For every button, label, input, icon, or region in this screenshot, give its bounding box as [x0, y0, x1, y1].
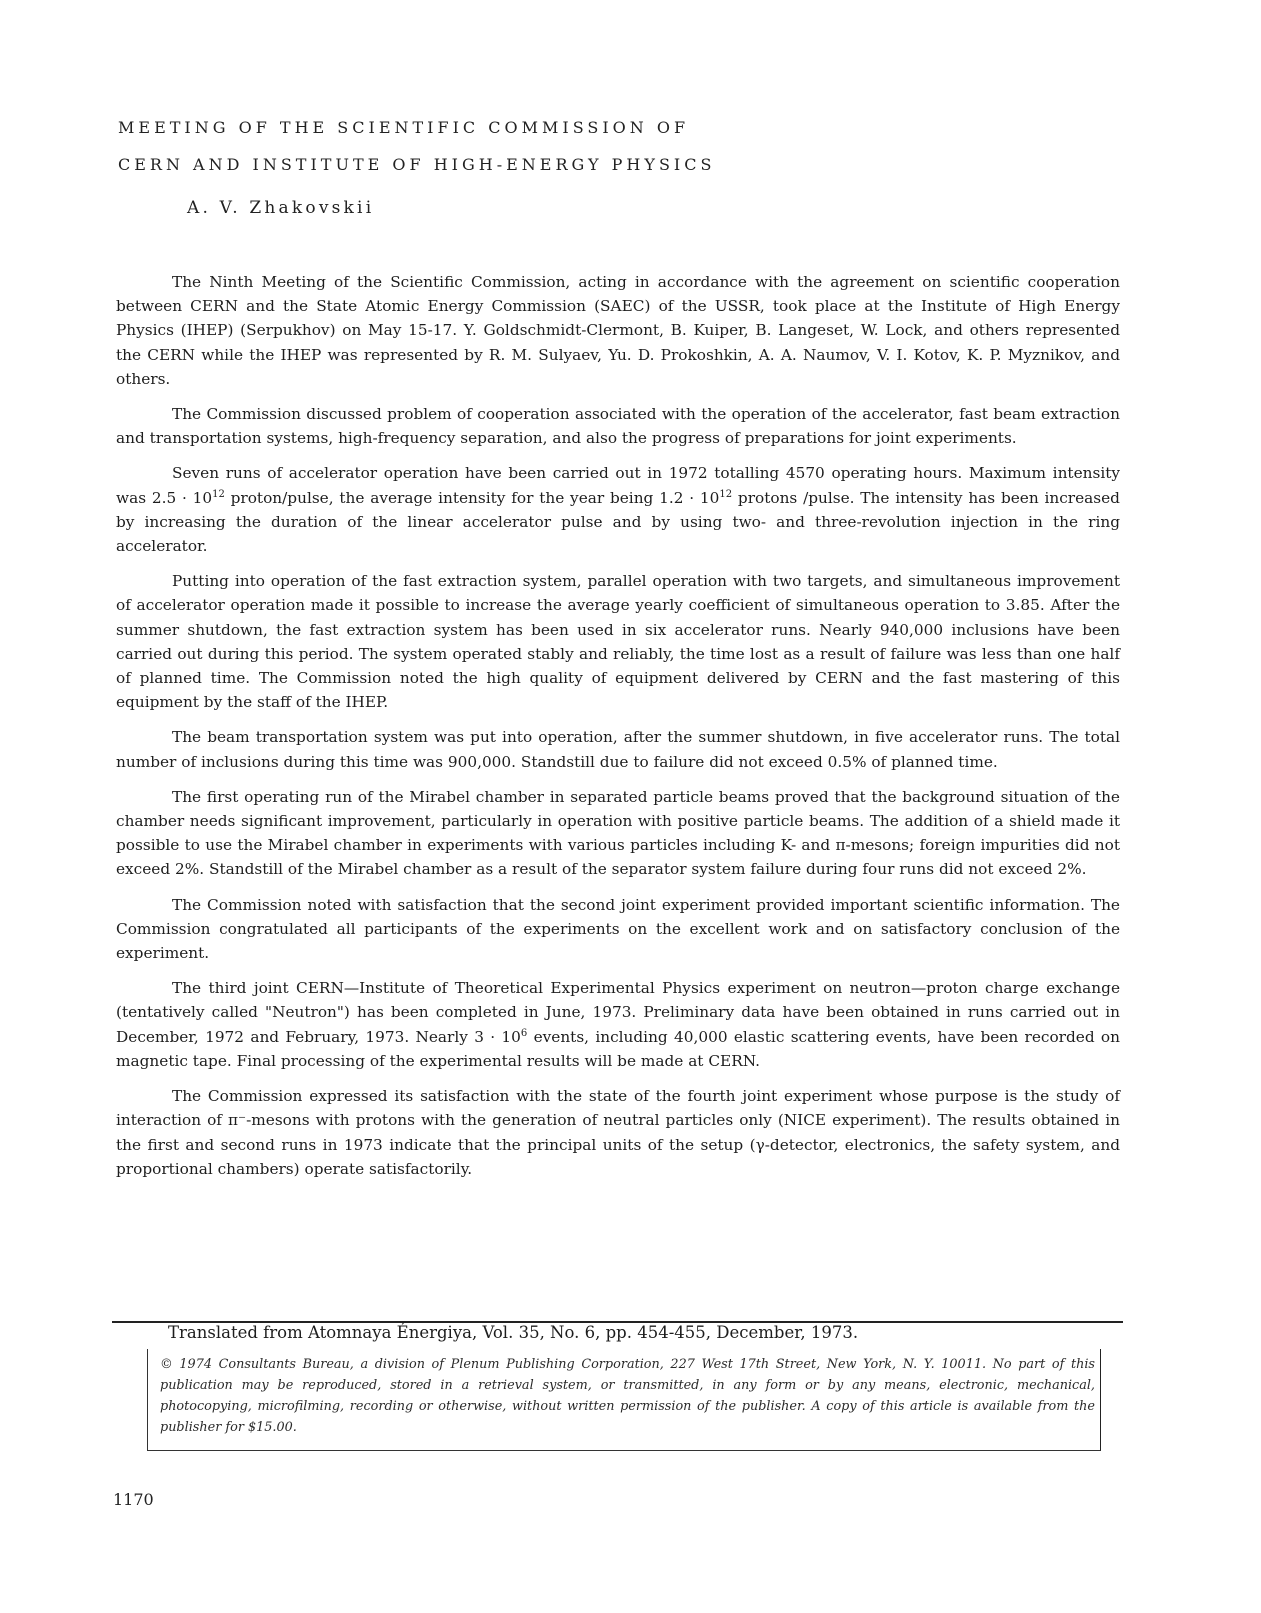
- paragraph-second-experiment: The Commission noted with satisfaction that the second joint experiment provided important scientific information. The Commission congratulated all participants of the experiments on the excellent work and on satisfactory conclusion of the experiment.: [116, 895, 1120, 963]
- article-title-line-2: CERN AND INSTITUTE OF HIGH-ENERGY PHYSICS: [118, 155, 716, 174]
- paragraph-text: events, including 40,000 elastic scattering events, have been recorded on magnetic tape. Final processing of the experimental results will be made at CERN.: [116, 1027, 1120, 1070]
- paragraph-text: Seven runs of accelerator operation have been carried out in 1972 totalling 4570 operating hours. Maximum intensity was 2.5 · 10: [116, 464, 1120, 507]
- page-number: 1170: [113, 1490, 154, 1509]
- translation-source-note: Translated from Atomnaya Énergiya, Vol. 35, No. 6, pp. 454-455, December, 1973.: [168, 1323, 859, 1342]
- superscript-exponent: 12: [212, 488, 225, 500]
- paragraph-accelerator-runs: [116, 461, 1120, 558]
- paragraph-nice-experiment: The Commission expressed its satisfaction with the state of the fourth joint experiment whose purpose is the study of interaction of π⁻-mesons with protons with the generation of neutral particles only (NICE experiment). The results obtained in the first and second runs in 1973 indicate that the principal units of the setup (γ-detector, electronics, the safety system, and proportional chambers) operate satisfactorily.: [116, 1087, 1120, 1178]
- paragraph-mirabel-chamber: The first operating run of the Mirabel chamber in separated particle beams proved that the background situation of the chamber needs significant improvement, particularly in operation with positive particle beams. The addition of a shield made it possible to use the Mirabel chamber in experiments with various particles including K- and π-mesons; foreign impurities did not exceed 2%. Standstill of the Mirabel chamber as a result of the separator system failure during four runs did not exceed 2%.: [116, 787, 1120, 879]
- paragraph-beam-transportation: The beam transportation system was put into operation, after the summer shutdown, in five accelerator runs. The total number of inclusions during this time was 900,000. Standstill due to failure did not exceed 0.5% of planned time.: [116, 728, 1120, 771]
- superscript-exponent: 6: [520, 1027, 528, 1039]
- paragraph-neutron-experiment: [116, 976, 1120, 1073]
- copyright-notice: © 1974 Consultants Bureau, a division of Plenum Publishing Corporation, 227 West 17th Street, New York, N. Y. 10011. No part of this publication may be reproduced, stored in a retrieval system, or transmitted, in any form or by any means, electronic, mechanical, photocopying, microfilming, recording or otherwise, without written permission of the publisher. A copy of this article is available from the publisher for $15.00.: [160, 1357, 1095, 1435]
- paragraph-text: proton/pulse, the average intensity for the year being 1.2 · 10: [224, 488, 720, 507]
- superscript-exponent: 12: [719, 488, 733, 500]
- article-body: [116, 270, 1120, 1192]
- paragraph-cooperation-problems: The Commission discussed problem of cooperation associated with the operation of the accelerator, fast beam extraction and transportation systems, high-frequency separation, and also the progress of preparations for joint experiments.: [116, 405, 1120, 448]
- article-author: A. V. Zhakovskii: [187, 198, 375, 218]
- paragraph-fast-extraction: Putting into operation of the fast extraction system, parallel operation with two targets, and simultaneous improvement of accelerator operation made it possible to increase the average yearly coefficient of simultaneous operation to 3.85. After the summer shutdown, the fast extraction system has been used in six accelerator runs. Nearly 940,000 inclusions have been carried out during this period. The system operated stably and reliably, the time lost as a result of failure was less than one half of planned time. The Commission noted the high quality of equipment delivered by CERN and the fast mastering of this equipment by the staff of the IHEP.: [116, 572, 1120, 712]
- article-title-line-1: MEETING OF THE SCIENTIFIC COMMISSION OF: [118, 118, 690, 137]
- paragraph-ninth-meeting: The Ninth Meeting of the Scientific Commission, acting in accordance with the agreement on scientific cooperation between CERN and the State Atomic Energy Commission (SAEC) of the USSR, took place at the Institute of High Energy Physics (IHEP) (Serpukhov) on May 15-17. Y. Goldschmidt-Clermont, B. Kuiper, B. Langeset, W. Lock, and others represented the CERN while the IHEP was represented by R. M. Sulyaev, Yu. D. Prokoshkin, A. A. Naumov, V. I. Kotov, K. P. Myznikov, and others.: [116, 273, 1120, 388]
- paragraph-text: The third joint CERN—Institute of Theoretical Experimental Physics experiment on neutron—proton charge exchange (tentatively called "Neutron") has been completed in June, 1973. Preliminary data have been obtained in runs carried out in December, 1972 and February, 1973. Nearly 3 · 10: [116, 979, 1120, 1046]
- paragraph-text: protons /pulse. The intensity has been increased by increasing the duration of the linear accelerator pulse and by using two- and three-revolution injection in the ring accelerator.: [116, 488, 1120, 556]
